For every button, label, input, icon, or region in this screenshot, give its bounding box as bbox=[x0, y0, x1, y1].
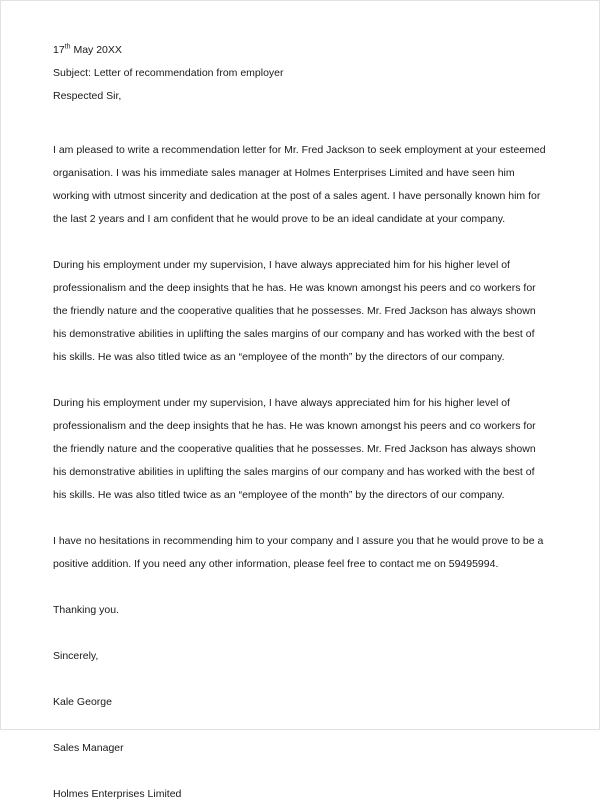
date-rest: May 20XX bbox=[70, 44, 122, 56]
spacer bbox=[53, 108, 547, 139]
date-line bbox=[53, 39, 547, 62]
closing-thanks: Thanking you. bbox=[53, 604, 119, 616]
spacer bbox=[53, 231, 547, 254]
sender-name: Kale George bbox=[53, 696, 112, 708]
paragraph-1: I am pleased to write a recommendation letter for Mr. Fred Jackson to seek employment at your esteemed organisation. I was his immediate sales manager at Holmes Enterprises Limited and have seen him working with utmost sincerity and dedication at the post of a sales agent. I have personally known him for the last 2 years and I am confident that he would prove to be an ideal candidate at your company. bbox=[53, 144, 546, 225]
spacer bbox=[53, 668, 547, 691]
spacer bbox=[53, 369, 547, 392]
spacer bbox=[53, 507, 547, 530]
sender-company: Holmes Enterprises Limited bbox=[53, 788, 182, 800]
closing-valediction: Sincerely, bbox=[53, 650, 99, 662]
salutation: Respected Sir, bbox=[53, 90, 122, 102]
spacer bbox=[53, 576, 547, 599]
spacer bbox=[53, 714, 547, 737]
spacer bbox=[53, 622, 547, 645]
paragraph-4: I have no hesitations in recommending him to your company and I assure you that he would prove to be a positive addition. If you need any other information, please feel free to contact me on 59495994. bbox=[53, 535, 544, 570]
date-ordinal-suffix: th bbox=[64, 43, 71, 51]
subject-line: Subject: Letter of recommendation from employer bbox=[53, 67, 284, 79]
letter-content bbox=[53, 39, 547, 806]
spacer bbox=[53, 760, 547, 783]
paragraph-3: During his employment under my supervision, I have always appreciated him for his higher level of professionalism and the deep insights that he has. He was known amongst his peers and co workers for the friendly nature and the cooperative qualities that he possesses. Mr. Fred Jackson has always shown his demonstrative abilities in uplifting the sales margins of our company and has worked with the best of his skills. He was also titled twice as an “employee of the month” by the directors of our company. bbox=[53, 397, 536, 501]
paragraph-2: During his employment under my supervision, I have always appreciated him for his higher level of professionalism and the deep insights that he has. He was known amongst his peers and co workers for the friendly nature and the cooperative qualities that he possesses. Mr. Fred Jackson has always shown his demonstrative abilities in uplifting the sales margins of our company and has worked with the best of his skills. He was also titled twice as an “employee of the month” by the directors of our company. bbox=[53, 259, 536, 363]
date-day: 17 bbox=[53, 44, 65, 56]
sender-title: Sales Manager bbox=[53, 742, 124, 754]
